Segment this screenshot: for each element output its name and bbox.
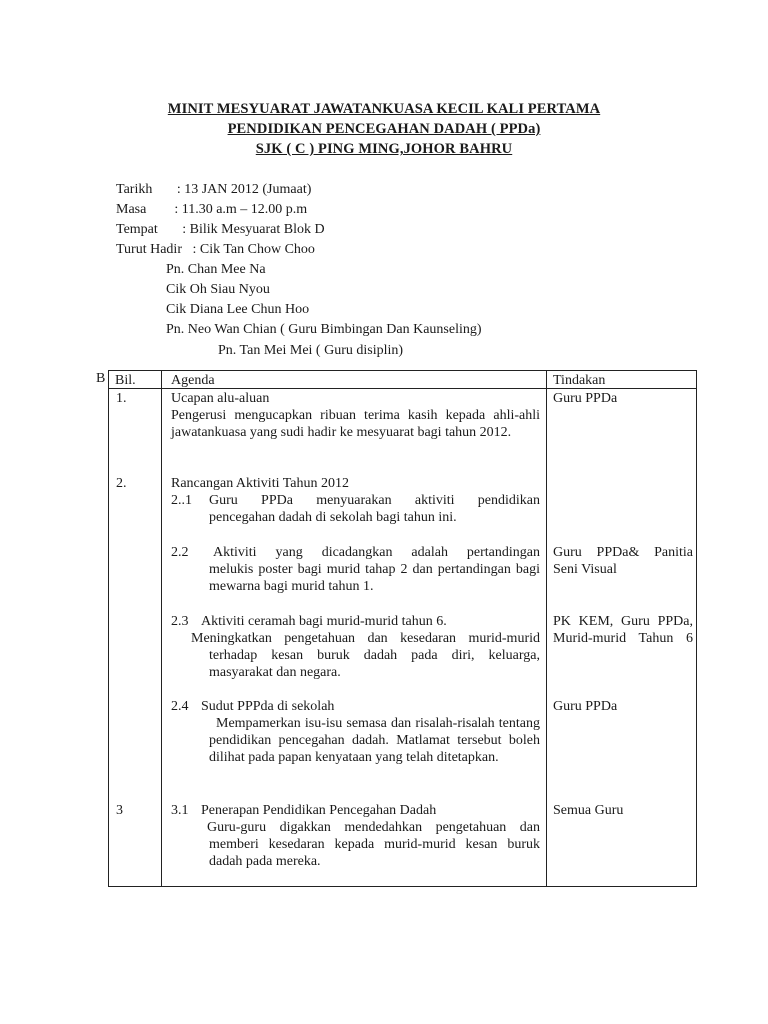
sub-item-number: 2..1 xyxy=(171,493,192,508)
sub-item-number: 2.4 xyxy=(171,699,189,714)
row-number: 3 xyxy=(116,803,123,818)
title-line-2: PENDIDIKAN PENCEGAHAN DADAH ( PPDa) xyxy=(227,121,541,137)
attendee: Pn. Neo Wan Chian ( Guru Bimbingan Dan Kaunseling) xyxy=(166,322,482,337)
action-owner: PK KEM, Guru PPDa, Murid-murid Tahun 6 xyxy=(553,614,693,646)
title-line-1: MINIT MESYUARAT JAWATANKUASA KECIL KALI PERTAMA xyxy=(167,101,601,117)
agenda-table xyxy=(108,370,697,887)
action-owner: Semua Guru xyxy=(553,803,624,818)
attendee: Cik Oh Siau Nyou xyxy=(166,282,270,297)
attendee: Pn. Tan Mei Mei ( Guru disiplin) xyxy=(218,343,404,358)
sub-item-title: Aktiviti ceramah bagi murid-murid tahun 6. xyxy=(201,614,447,629)
header-tindakan: Tindakan xyxy=(553,373,606,388)
sub-item-text: Mempamerkan isu-isu semasa dan risalah-risalah tentang pendidikan pencegahan dadah. Matlamat tersebut boleh dilihat pada papan kenyataan yang telah ditetapkan. xyxy=(209,716,540,765)
row-number: 2. xyxy=(116,476,127,491)
stray-mark: B xyxy=(96,371,106,386)
agenda-title: Rancangan Aktiviti Tahun 2012 xyxy=(171,476,350,491)
action-owner: Guru PPDa& Panitia Seni Visual xyxy=(553,545,693,577)
column-divider xyxy=(161,371,162,886)
venue-line: Tempat : Bilik Mesyuarat Blok D xyxy=(116,222,325,237)
sub-item-text: Guru-guru digakkan mendedahkan pengetahuan dan xyxy=(207,820,540,835)
sub-item-number: 2.2 xyxy=(171,545,189,560)
attendee: Pn. Chan Mee Na xyxy=(166,262,266,277)
sub-item-text: Aktiviti yang dicadangkan adalah pertandingan xyxy=(213,545,540,560)
sub-item-text: Meningkatkan pengetahuan dan kesedaran murid-murid xyxy=(191,631,540,646)
sub-item-number: 2.3 xyxy=(171,614,189,629)
title-line-3: SJK ( C ) PING MING,JOHOR BAHRU xyxy=(255,141,513,157)
column-divider xyxy=(546,371,547,886)
sub-item-text: Guru PPDa menyuarakan aktiviti pendidikan xyxy=(209,493,540,508)
header-agenda: Agenda xyxy=(171,373,215,388)
sub-item-text: terhadap kesan buruk dadah pada diri, keluarga, masyarakat dan negara. xyxy=(209,648,540,680)
agenda-body: Pengerusi mengucapkan ribuan terima kasih kepada ahli-ahli jawatankuasa yang sudi hadir ke mesyuarat bagi tahun 2012. xyxy=(171,408,540,440)
row-number: 1. xyxy=(116,391,127,406)
sub-item-number: 3.1 xyxy=(171,803,189,818)
sub-item-title: Penerapan Pendidikan Pencegahan Dadah xyxy=(201,803,437,818)
sub-item-title: Sudut PPPda di sekolah xyxy=(201,699,335,714)
sub-item-text: memberi kesedaran kepada murid-murid kesan buruk dadah pada mereka. xyxy=(209,837,540,869)
time-line: Masa : 11.30 a.m – 12.00 p.m xyxy=(116,202,308,217)
attendee: Cik Diana Lee Chun Hoo xyxy=(166,302,310,317)
sub-item-text: melukis poster bagi murid tahap 2 dan pertandingan bagi mewarna bagi murid tahun 1. xyxy=(209,562,540,594)
header-bil: Bil. xyxy=(115,373,136,388)
agenda-title: Ucapan alu-aluan xyxy=(171,391,270,406)
action-owner: Guru PPDa xyxy=(553,391,618,406)
date-line: Tarikh : 13 JAN 2012 (Jumaat) xyxy=(116,182,312,197)
action-owner: Guru PPDa xyxy=(553,699,618,714)
sub-item-text: pencegahan dadah di sekolah bagi tahun ini. xyxy=(209,510,457,525)
attendance-line: Turut Hadir : Cik Tan Chow Choo xyxy=(116,242,315,257)
